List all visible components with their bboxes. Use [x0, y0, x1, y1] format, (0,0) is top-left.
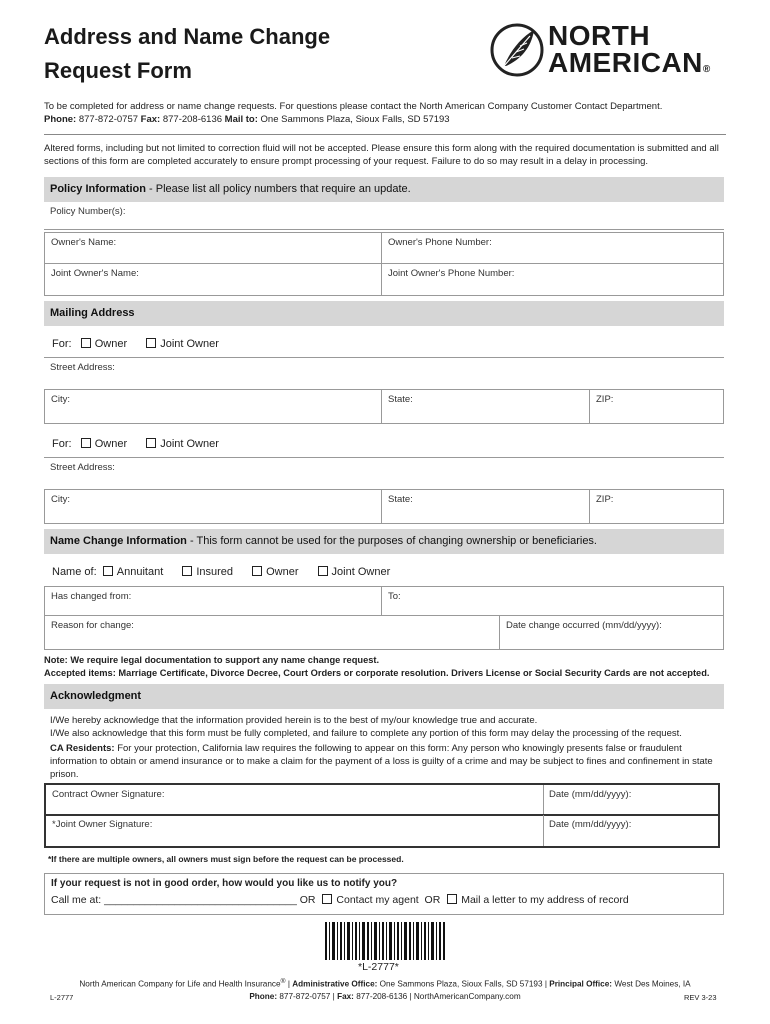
leaf-icon	[490, 22, 544, 78]
street-address-field-2[interactable]: Street Address:	[44, 457, 724, 490]
joint-owner-checkbox-1[interactable]	[146, 338, 156, 348]
form-id: L-2777	[50, 993, 74, 1002]
ack-text: I/We hereby acknowledge that the information provided herein is to the best of my/our knowledge true and accurate. I/We also acknowledge that this form must be fully completed, and failure to complete any portion of this form may delay the processing of the request. CA Residents: For your protection, California law requires the following to appear on this form: Any person who knowingly presents false or fraudulent information to obtain or amend insurance or to make a claim for the payment of a loss is guilty of a crime and may be subject to fines and confinement in state prison.	[50, 715, 713, 780]
insured-checkbox[interactable]	[182, 566, 192, 576]
divider	[44, 134, 726, 135]
owner-name-field[interactable]: Owner's Name:	[44, 232, 382, 264]
policy-numbers-field[interactable]: Policy Number(s):	[44, 202, 724, 230]
call-me-field[interactable]: Call me at: _________________________________ OR	[51, 894, 316, 906]
city-field-1[interactable]: City:	[44, 389, 382, 424]
legal-doc-note: Note: We require legal documentation to support any name change request. Accepted items: Marriage Certificate, Divorce Decree, Court Orders or corporate resolution. Drivers License or Social Security Cards are not accepted.	[44, 655, 710, 678]
ack-section-header: Acknowledgment	[44, 684, 724, 709]
barcode-icon	[325, 922, 445, 960]
city-field-2[interactable]: City:	[44, 489, 382, 524]
footer: North American Company for Life and Health Insurance® | Administrative Office: One Sammons Plaza, Sioux Falls, SD 57193 | Principal Office: West Des Moines, IA Phone: 877-872-0757 | Fax: 877-208-6136 | NorthAmericanCompany.com	[79, 978, 691, 1001]
street-address-field-1[interactable]: Street Address:	[44, 357, 724, 390]
owner-signature-field[interactable]: Contract Owner Signature:	[44, 783, 544, 816]
zip-field-1[interactable]: ZIP:	[589, 389, 724, 424]
name-joint-owner-checkbox[interactable]	[318, 566, 328, 576]
joint-owner-checkbox-2[interactable]	[146, 438, 156, 448]
joint-name-field[interactable]: Joint Owner's Name:	[44, 263, 382, 296]
notify-box: If your request is not in good order, how would you like us to notify you? Call me at: _________________________________ OR Contact my agent OR Mail a letter to my address of record	[44, 873, 724, 915]
mailing-for-row-2: For: Owner Joint Owner	[52, 438, 219, 450]
date-occurred-field[interactable]: Date change occurred (mm/dd/yyyy):	[499, 615, 724, 650]
owner-phone-field[interactable]: Owner's Phone Number:	[381, 232, 724, 264]
page-title: Address and Name Change Request Form	[44, 24, 331, 83]
reason-field[interactable]: Reason for change:	[44, 615, 500, 650]
multi-owner-note: *If there are multiple owners, all owners must sign before the request can be processed.	[48, 854, 404, 864]
warning-text: Altered forms, including but not limited to correction fluid will not be accepted. Please ensure this form along with the required documentation is submitted and all sections of this form are completed accurately to ensure prompt processing of your request. Failure to do so may result in a delay in processing.	[44, 143, 719, 167]
contact-agent-checkbox[interactable]	[322, 894, 332, 904]
annuitant-checkbox[interactable]	[103, 566, 113, 576]
company-logo: NORTH AMERICAN®	[490, 22, 730, 82]
joint-signature-date[interactable]: Date (mm/dd/yyyy):	[543, 815, 720, 848]
owner-checkbox-2[interactable]	[81, 438, 91, 448]
zip-field-2[interactable]: ZIP:	[589, 489, 724, 524]
joint-phone-field[interactable]: Joint Owner's Phone Number:	[381, 263, 724, 296]
name-of-row: Name of: Annuitant Insured Owner Joint Owner	[52, 566, 391, 578]
changed-to-field[interactable]: To:	[381, 586, 724, 616]
policy-section-header: Policy Information - Please list all policy numbers that require an update.	[44, 177, 724, 202]
name-owner-checkbox[interactable]	[252, 566, 262, 576]
mailing-for-row-1: For: Owner Joint Owner	[52, 338, 219, 350]
intro-text: To be completed for address or name change requests. For questions please contact the North American Company Customer Contact Department. Phone: 877-872-0757 Fax: 877-208-6136 Mail to: One Sammons Plaza, Sioux Falls, SD 57193	[44, 101, 663, 125]
mail-letter-checkbox[interactable]	[447, 894, 457, 904]
mailing-section-header: Mailing Address	[44, 301, 724, 326]
company-website-link[interactable]: NorthAmericanCompany.com	[413, 991, 521, 1001]
state-field-2[interactable]: State:	[381, 489, 590, 524]
state-field-1[interactable]: State:	[381, 389, 590, 424]
owner-signature-date[interactable]: Date (mm/dd/yyyy):	[543, 783, 720, 816]
joint-signature-field[interactable]: *Joint Owner Signature:	[44, 815, 544, 848]
name-change-section-header: Name Change Information - This form cannot be used for the purposes of changing ownership or beneficiaries.	[44, 529, 724, 554]
owner-checkbox-1[interactable]	[81, 338, 91, 348]
changed-from-field[interactable]: Has changed from:	[44, 586, 382, 616]
revision-label: REV 3-23	[684, 993, 717, 1002]
barcode-label: *L-2777*	[358, 961, 399, 973]
